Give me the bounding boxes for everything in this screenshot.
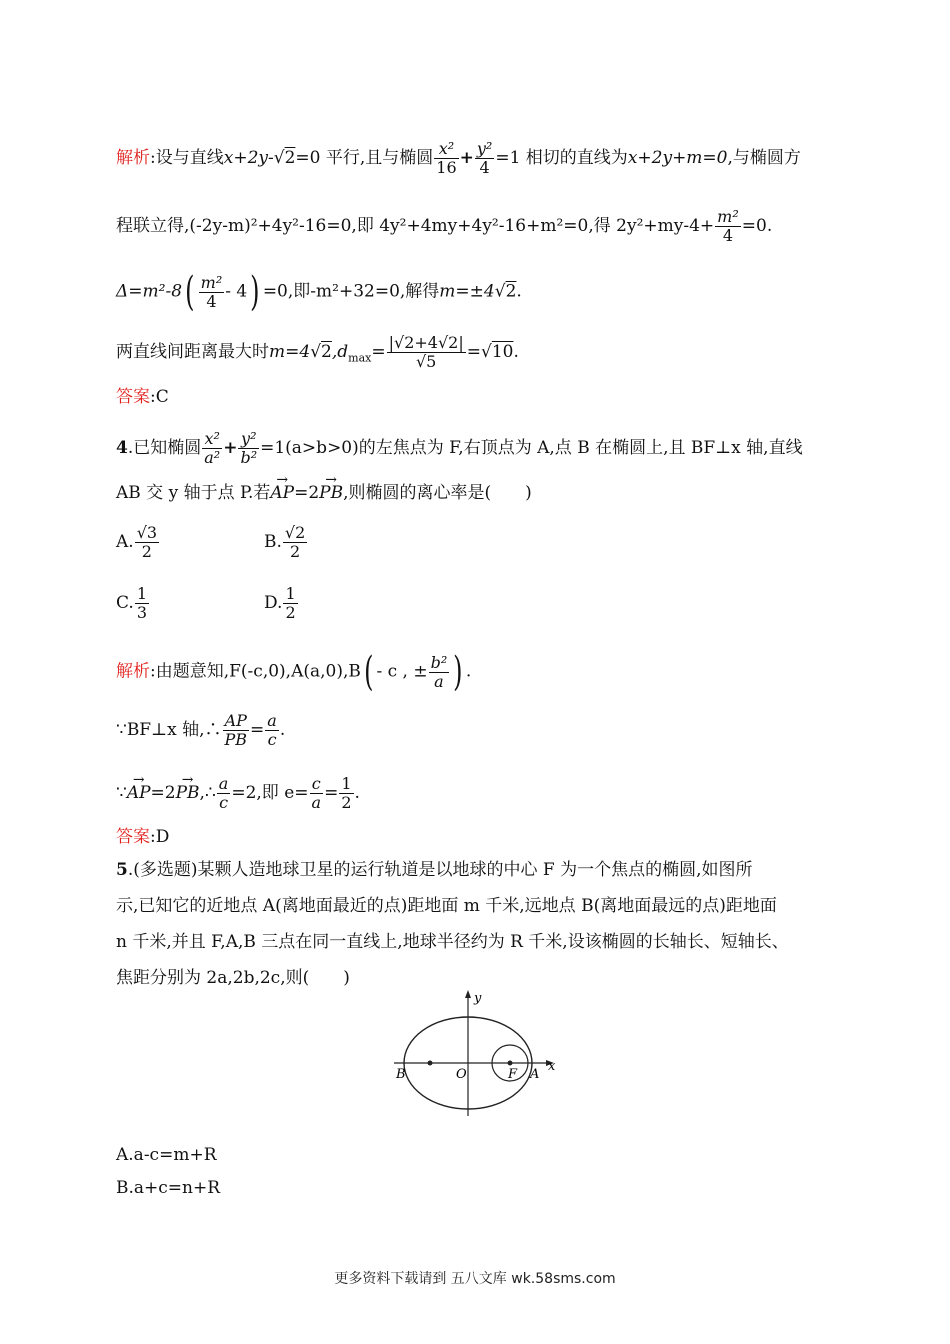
question-number: 5 — [116, 860, 128, 880]
q5-stem-line-3: n 千米,并且 F,A,B 三点在同一直线上,地球半径约为 R 千米,设该椭圆的长轴长、短轴长、 — [116, 932, 789, 952]
fraction: $\frac{1}{3}$ — [136, 584, 147, 622]
q4-stem-line-2: AB 交 y 轴于点 P.若→ AP=2→ PB,则椭圆的离心率是( ) — [116, 482, 532, 504]
question-number: 4 — [116, 438, 128, 458]
q3-solution-line-2: 程联立得,(-2y-m)²+4y²-16=0,即 4y²+4my+4y²-16+m²=0,得 2y²+my-4+ $\frac{\text{m²}}{4}$ =0. — [116, 207, 773, 245]
ellipse-orbit-figure — [390, 988, 570, 1118]
footer-link[interactable]: 更多资料下载请到 五八文库 wk.58sms.com — [334, 1271, 616, 1287]
label-o: O — [456, 1067, 467, 1082]
q4-option-a[interactable]: A. $\frac{√3}{2}$ — [116, 523, 158, 561]
fraction: $\frac{1}{2}$ — [285, 584, 296, 622]
answer-label: 答案 — [116, 387, 150, 407]
vector-ap: → AP — [270, 482, 294, 504]
q4-option-b[interactable]: B. $\frac{√2}{2}$ — [264, 523, 306, 561]
fraction: $\frac{\text{x²}}{16}$ — [436, 139, 457, 177]
q4-stem-line-1: 4.已知椭圆 $\frac{\text{x²}}{\text{a²}}$ + $\frac{\text{y²}}{\text{b²}}$ =1(a>b>0)的左焦点为 F,右顶点为 A,点 B 在椭圆上,且 BF⊥x 轴,直线 — [116, 429, 803, 467]
fraction: $\frac{√2}{2}$ — [284, 523, 306, 561]
fraction: $\frac{\text{y²}}{\text{b²}}$ — [240, 429, 258, 467]
q3-solution-line-4: 两直线间距离最大时$m=4√2,d_{max}=$ $\frac{|√2+4√2|}{√5}$ =√10. — [116, 333, 519, 371]
label-a: A — [530, 1067, 540, 1082]
analysis-label: 解析 — [116, 661, 150, 682]
label-x: x — [548, 1059, 556, 1074]
q4-solution-line-2: ∵BF⊥x 轴,∴ $\frac{AP}{PB}$ = $\frac{a}{c}$ . — [116, 711, 286, 749]
sqrt: √2 — [494, 281, 517, 302]
label-b: B — [396, 1067, 406, 1082]
fraction: $\frac{c}{a}$ — [311, 774, 322, 812]
q3-solution-line-3: Δ=m²-8( $\frac{\text{m²}}{4}$ - 4) =0,即-m²+32=0,解得m=±4√2. — [116, 269, 522, 315]
fraction: $\frac{1}{2}$ — [341, 774, 352, 812]
q4-solution-line-1: 解析:由题意知,F(-c,0),A(a,0),B( - c , ± $\frac{\text{b²}}{a}$ ) . — [116, 649, 472, 695]
fraction: $\frac{\text{m²}}{4}$ — [717, 207, 739, 245]
q4-option-d[interactable]: D. $\frac{1}{2}$ — [264, 584, 296, 622]
sqrt: √2 — [273, 148, 296, 168]
fraction: $\frac{\text{x²}}{\text{a²}}$ — [204, 429, 221, 467]
y-axis-arrow — [465, 990, 471, 998]
q4-answer: 答案:D — [116, 827, 170, 847]
q5-stem-line-2: 示,已知它的近地点 A(离地面最近的点)距地面 m 千米,远地点 B(离地面最远的点)距地面 — [116, 896, 777, 916]
vector-ap: → AP — [127, 782, 151, 804]
label-f: F — [508, 1067, 518, 1082]
q4-solution-line-3: ∵→ AP=2→ PB,∴ $\frac{a}{c}$ =2,即 e= $\frac{c}{a}$ = $\frac{1}{2}$ . — [116, 775, 360, 812]
vector-pb: → PB — [176, 782, 200, 804]
fraction: $\frac{\text{m²}}{4}$ — [200, 272, 223, 311]
q5-option-a[interactable]: A.a-c=m+R — [116, 1145, 217, 1165]
fraction: $\frac{\text{b²}}{a}$ — [430, 652, 448, 691]
sqrt: √2 — [310, 342, 332, 362]
analysis-label: 解析 — [116, 148, 150, 168]
q5-stem-line-4: 焦距分别为 2a,2b,2c,则( ) — [116, 968, 350, 988]
q3-solution-line-1: 解析:设与直线x+2y-√2=0 平行,且与椭圆 $\frac{\text{x²}}{16}$ + $\frac{\text{y²}}{4}$ =1 相切的直线为x+2y+m=0,与椭圆方 — [116, 139, 801, 177]
label-y: y — [474, 991, 482, 1006]
answer-label: 答案 — [116, 827, 150, 847]
q4-option-c[interactable]: C. $\frac{1}{3}$ — [116, 584, 147, 622]
fraction: $\frac{√3}{2}$ — [136, 523, 158, 561]
fraction: $\frac{\text{y²}}{4}$ — [476, 139, 493, 177]
focus-point-f — [508, 1061, 513, 1066]
focus-point-left — [428, 1061, 433, 1066]
fraction: $\frac{AP}{PB}$ — [224, 711, 248, 749]
fraction: $\frac{|√2+4√2|}{√5}$ — [388, 333, 464, 371]
q5-option-b[interactable]: B.a+c=n+R — [116, 1178, 221, 1198]
fraction: $\frac{a}{c}$ — [267, 711, 277, 749]
q3-answer: 答案:C — [116, 387, 169, 407]
fraction: $\frac{a}{c}$ — [218, 774, 229, 812]
sqrt: √10 — [480, 342, 514, 362]
vector-pb: → PB — [319, 482, 343, 504]
q5-stem-line-1: 5.(多选题)某颗人造地球卫星的运行轨道是以地球的中心 F 为一个焦点的椭圆,如图所 — [116, 860, 753, 880]
